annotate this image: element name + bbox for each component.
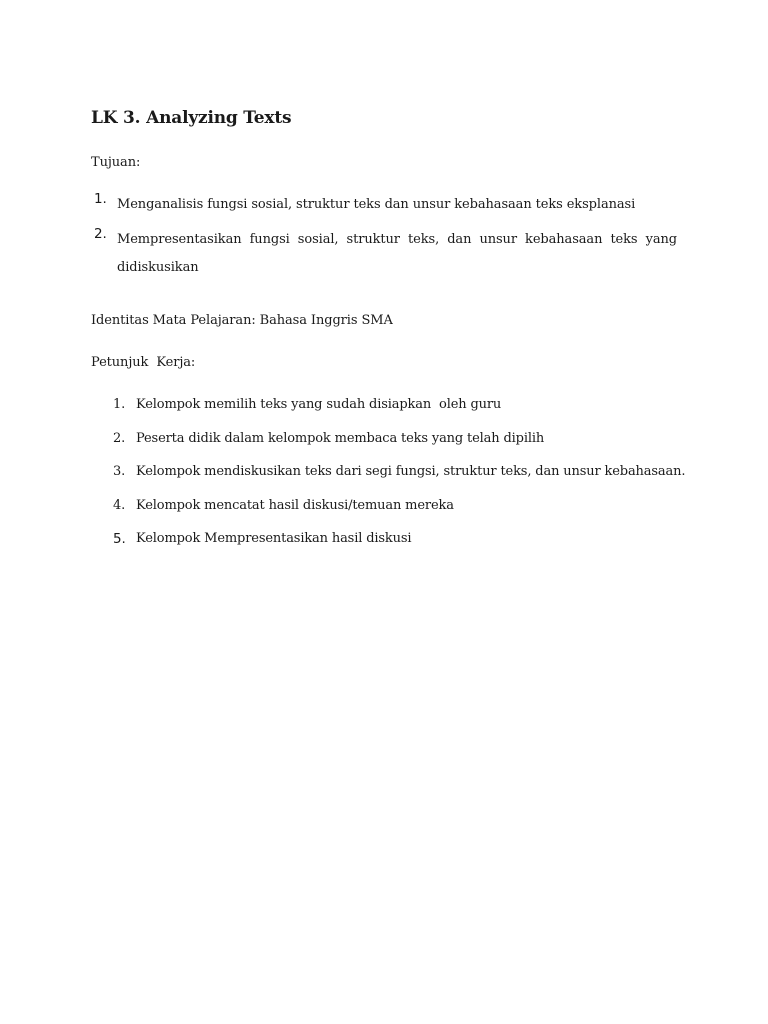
instruction-item-5 xyxy=(91,531,691,565)
document-title: LK 3. Analyzing Texts xyxy=(91,108,292,128)
instruction-item-4 xyxy=(91,498,691,532)
objectives-list xyxy=(91,191,677,282)
objective-text-2: Mempresentasikan fungsi sosial, struktur teks, dan unsur kebahasaan teks yang didiskusikan xyxy=(117,232,677,275)
objective-item-2 xyxy=(91,226,677,282)
instruction-number-4: 4. xyxy=(113,497,126,513)
instruction-number-3: 3. xyxy=(113,464,126,479)
instruction-text-1: Kelompok memilih teks yang sudah disiapkan oleh guru xyxy=(136,397,502,412)
subject-identity: Identitas Mata Pelajaran: Bahasa Inggris SMA xyxy=(91,313,393,328)
instruction-number-2: 2. xyxy=(113,430,126,446)
objective-number-2: 2. xyxy=(94,226,107,242)
instruction-number-5: 5. xyxy=(113,531,126,547)
objective-number-1: 1. xyxy=(94,191,107,207)
instruction-item-2 xyxy=(91,431,691,465)
instruction-text-3: Kelompok mendiskusikan teks dari segi fungsi, struktur teks, dan unsur kebahasaan. xyxy=(136,464,686,479)
instructions-list xyxy=(91,397,691,565)
instruction-text-4: Kelompok mencatat hasil diskusi/temuan mereka xyxy=(136,497,454,513)
instruction-text-2: Peserta didik dalam kelompok membaca teks yang telah dipilih xyxy=(136,430,545,446)
instruction-item-3 xyxy=(91,464,691,498)
instruction-item-1 xyxy=(91,397,691,431)
instructions-label: Petunjuk Kerja: xyxy=(91,355,196,370)
instruction-number-1: 1. xyxy=(113,397,126,412)
objectives-label: Tujuan: xyxy=(91,155,141,170)
instruction-text-5: Kelompok Mempresentasikan hasil diskusi xyxy=(136,531,412,546)
objective-text-1: Menganalisis fungsi sosial, struktur teks dan unsur kebahasaan teks eksplanasi xyxy=(117,197,636,212)
